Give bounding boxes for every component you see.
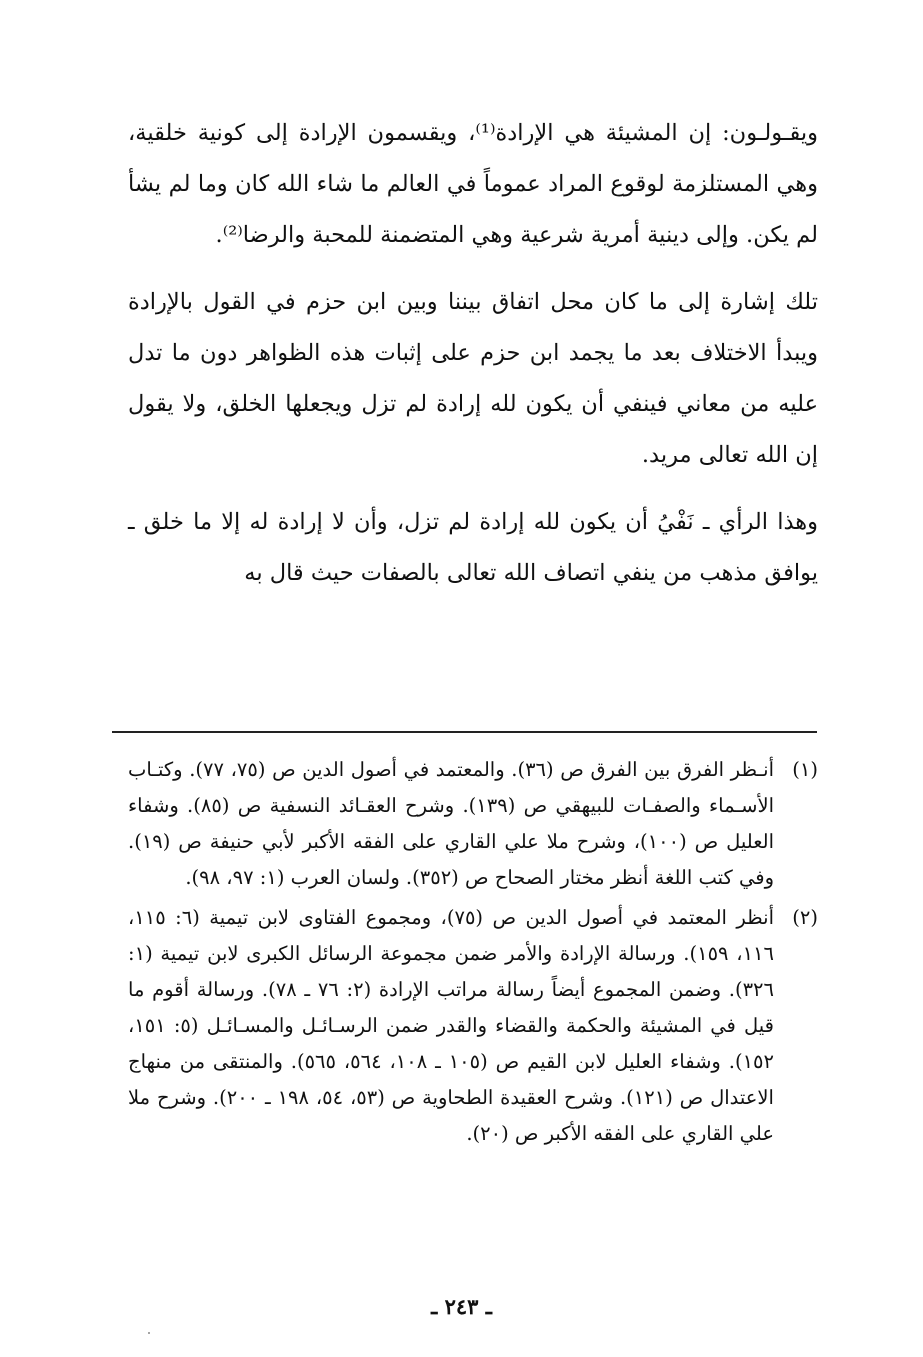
footnote-1: [128, 752, 818, 896]
paragraph-3: وهذا الرأي ـ نَفْيُ أن يكون لله إرادة لم تزل، وأن لا إرادة له إلا ما خلق ـ يوافق مذهب من ينفي اتصاف الله تعالى بالصفات حيث قال به: [128, 509, 818, 586]
main-text: [128, 108, 818, 615]
footnote-number: (٢): [792, 906, 818, 929]
footnote-number: (١): [792, 758, 818, 781]
footnote-text: أنظر المعتمد في أصول الدين ص (٧٥)، ومجموع الفتاوى لابن تيمية (٦: ١١٥، ١١٦، ١٥٩). ورسالة الإرادة والأمر ضمن مجموعة الرسائل الكبرى لابن تيمية (١: ٣٢٦). وضمن المجموع أيضاً رسالة مراتب الإرادة (٢: ٧٦ ـ ٧٨). ورسالة أقوم ما قيل في المشيئة والحكمة والقضاء والقدر ضمن الرسـائـل والمسـائـل (٥: ١٥١، ١٥٢). وشفاء العليل لابن القيم ص (١٠٥ ـ ١٠٨، ٥٦٤، ٥٦٥). والمنتقى من منهاج الاعتدال ص (١٢١). وشرح العقيدة الطحاوية ص (٥٣، ٥٤، ١٩٨ ـ ٢٠٠). وشرح ملا علي القاري على الفقه الأكبر ص (٢٠).: [128, 906, 774, 1145]
footnote-separator: [112, 731, 817, 733]
footnotes-section: [128, 752, 818, 1156]
paragraph-1: ويقـولـون: إن المشيئة هي الإرادة⁽¹⁾، ويقسمون الإرادة إلى كونية خلقية، وهي المستلزمة لوقوع المراد عموماً في العالم ما شاء الله كان وما لم يشأ لم يكن. وإلى دينية أمرية شرعية وهي المتضمنة للمحبة والرضا⁽²⁾.: [128, 120, 818, 248]
paragraph-2: تلك إشارة إلى ما كان محل اتفاق بيننا وبين ابن حزم في القول بالإرادة ويبدأ الاختلاف بعد ما يجمد ابن حزم على إثبات هذه الظواهر دون ما تدل عليه من معاني فينفي أن يكون لله إرادة لم تزل ويجعلها الخلق، ولا يقول إن الله تعالى مريد.: [128, 289, 818, 468]
footnote-text: أنـظر الفرق بين الفرق ص (٣٦). والمعتمد في أصول الدين ص (٧٥، ٧٧). وكتـاب الأسـماء والصفـات للبيهقي ص (١٣٩). وشرح العقـائد النسفية ص (٨٥). وشفاء العليل ص (١٠٠)، وشرح ملا علي القاري على الفقه الأكبر لأبي حنيفة ص (١٩). وفي كتب اللغة أنظر مختار الصحاح ص (٣٥٢). ولسان العرب (١: ٩٧، ٩٨).: [128, 758, 774, 889]
scan-speck: [148, 1332, 150, 1334]
footnote-2: [128, 900, 818, 1152]
page-number: ـ ٢٤٣ ـ: [431, 1294, 492, 1319]
